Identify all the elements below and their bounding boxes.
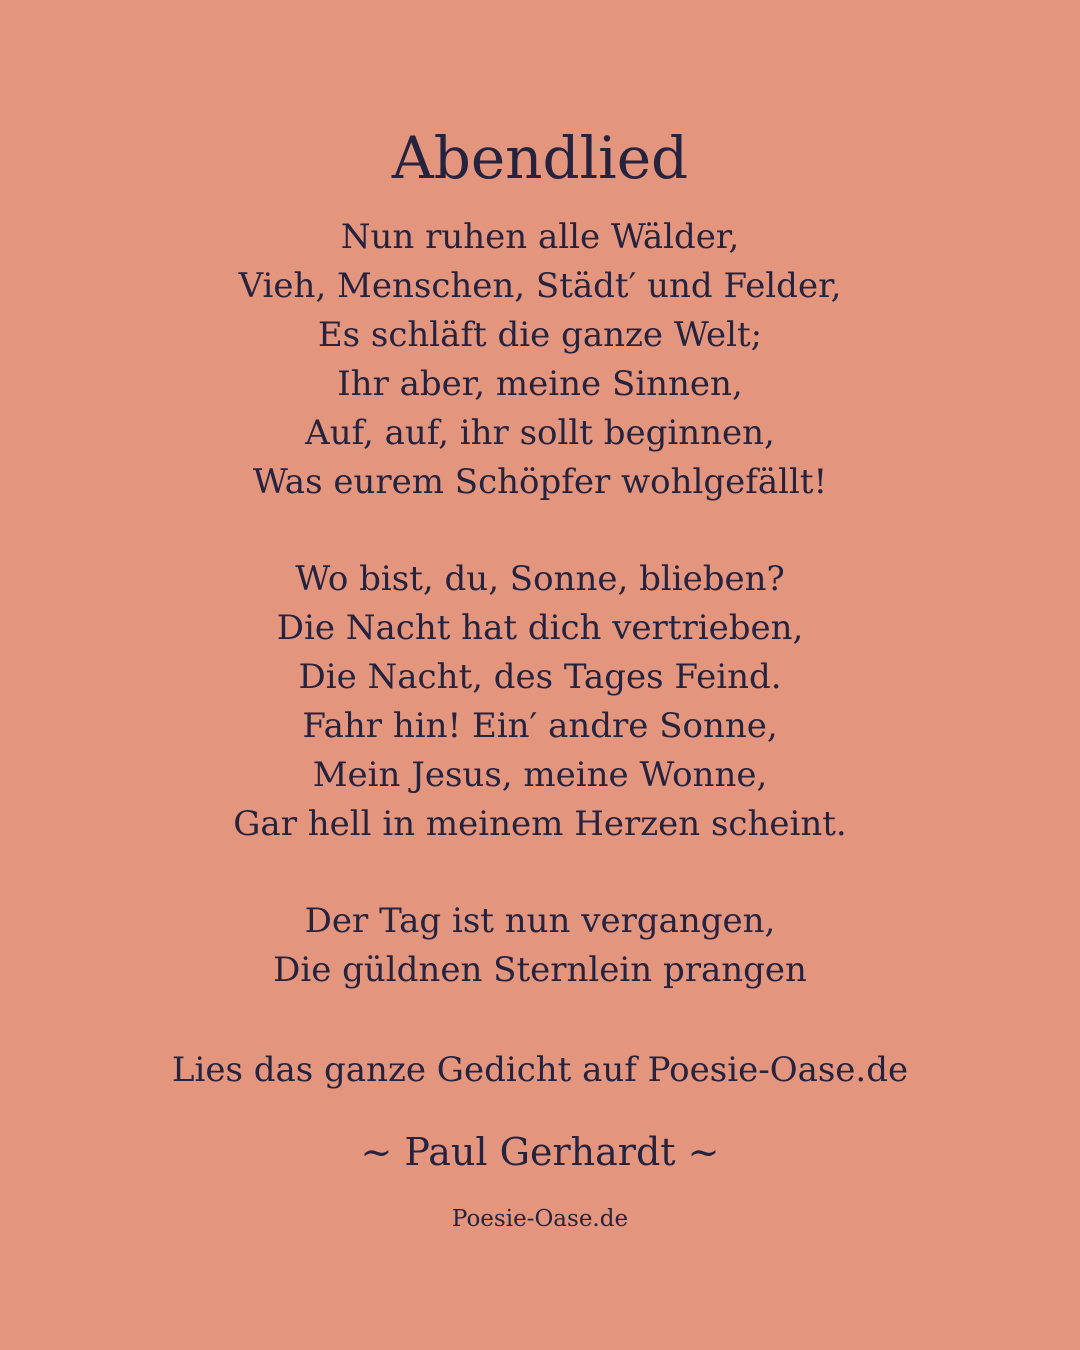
stanza-1 <box>0 213 1080 507</box>
poem-line: Es schläft die ganze Welt; <box>317 315 763 355</box>
poem-line: Gar hell in meinem Herzen scheint. <box>233 804 847 844</box>
poem-line: Die Nacht hat dich vertrieben, <box>276 608 804 648</box>
poem-line: Vieh, Menschen, Städt′ und Felder, <box>238 266 842 306</box>
poem-line: Die Nacht, des Tages Feind. <box>298 657 782 697</box>
stanza-3 <box>0 897 1080 995</box>
poem-line: Auf, auf, ihr sollt beginnen, <box>305 413 775 453</box>
brand-watermark: Poesie-Oase.de <box>451 1206 629 1232</box>
poem-line: Was eurem Schöpfer wohlgefällt! <box>252 462 828 502</box>
poem-line: Ihr aber, meine Sinnen, <box>337 364 743 404</box>
poem-line: Mein Jesus, meine Wonne, <box>312 755 768 795</box>
poem-line: Wo bist, du, Sonne, blieben? <box>295 559 785 599</box>
poem-title: Abendlied <box>391 124 689 192</box>
poem-line: Der Tag ist nun vergangen, <box>304 901 776 941</box>
read-more-text: Lies das ganze Gedicht auf Poesie-Oase.de <box>171 1050 909 1090</box>
poem-line: Die güldnen Sternlein prangen <box>273 950 807 990</box>
stanza-2 <box>0 555 1080 849</box>
poem-line: Nun ruhen alle Wälder, <box>340 217 740 257</box>
poem-line: Fahr hin! Ein′ andre Sonne, <box>302 706 778 746</box>
author-name: ~ Paul Gerhardt ~ <box>360 1130 720 1174</box>
